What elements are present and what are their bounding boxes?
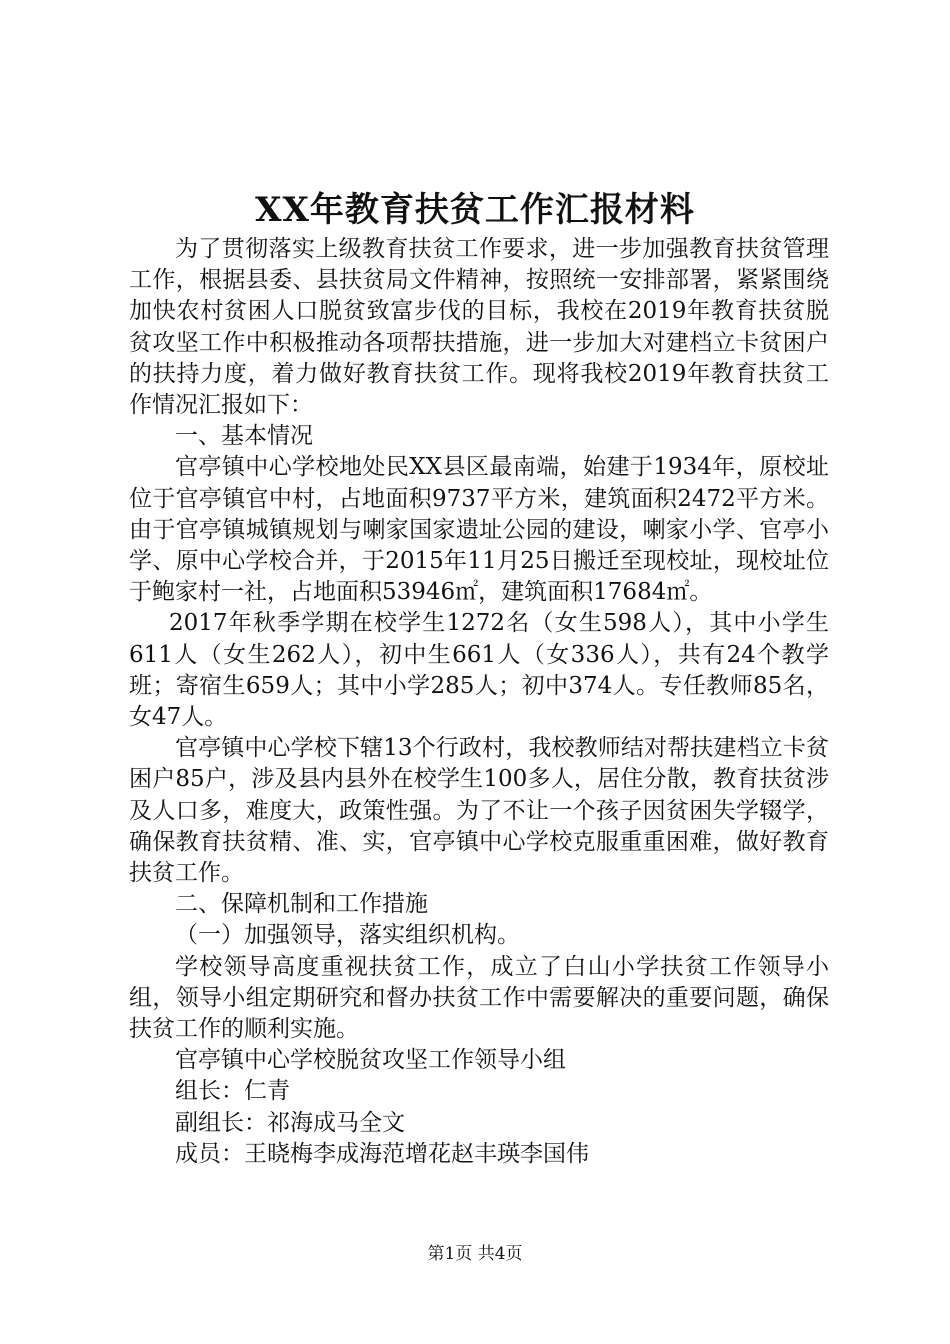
deputy-leader-line: 副组长：祁海成马全文 [175,1109,405,1136]
section-heading-basic: 一、基本情况 [175,423,313,450]
document-title: XX年教育扶贫工作汇报材料 [255,190,695,230]
members-line: 成员：王晓梅李成海范增花赵丰瑛李国伟 [175,1140,589,1167]
section-heading-measures: 二、保障机制和工作措施 [175,891,428,918]
page-footer: 第1页 共4页 [427,1244,523,1264]
student-stats-paragraph: 2017年秋季学期在校学生1272名（女生598人），其中小学生611人（女生262人），初中生661人（女336人），共有24个教学班；寄宿生659人；其中小学285人；初中374人。专任教师85名，女47人。 [129,610,829,731]
document-body [129,234,829,1170]
poverty-aid-paragraph: 官亭镇中心学校下辖13个行政村，我校教师结对帮扶建档立卡贫困户85户，涉及县内县外在校学生100多人，居住分散，教育扶贫涉及人口多，难度大，政策性强。为了不让一个孩子因贫困失学辍学，确保教育扶贫精、准、实，官亭镇中心学校克服重重困难，做好教育扶贫工作。 [129,735,829,887]
group-leader-line: 组长：仁青 [175,1078,290,1105]
group-name-line: 官亭镇中心学校脱贫攻坚工作领导小组 [175,1047,566,1074]
intro-paragraph: 为了贯彻落实上级教育扶贫工作要求，进一步加强教育扶贫管理工作，根据县委、县扶贫局文件精神，按照统一安排部署，紧紧围绕加快农村贫困人口脱贫致富步伐的目标，我校在2019年教育扶贫脱贫攻坚工作中积极推动各项帮扶措施，进一步加大对建档立卡贫困户的扶持力度，着力做好教育扶贫工作。现将我校2019年教育扶贫工作情况汇报如下： [129,236,829,419]
school-history-paragraph: 官亭镇中心学校地处民XX县区最南端，始建于1934年，原校址位于官亭镇官中村，占地面积9737平方米，建筑面积2472平方米。由于官亭镇城镇规划与喇家国家遗址公园的建设，喇家小学、官亭小学、原中心学校合并，于2015年11月25日搬迁至现校址，现校址位于鲍家村一社，占地面积53946㎡，建筑面积17684㎡。 [129,454,829,606]
leadership-paragraph: 学校领导高度重视扶贫工作，成立了白山小学扶贫工作领导小组，领导小组定期研究和督办扶贫工作中需要解决的重要问题，确保扶贫工作的顺利实施。 [129,953,829,1043]
subsection-heading-leadership: （一）加强领导，落实组织机构。 [175,922,520,949]
